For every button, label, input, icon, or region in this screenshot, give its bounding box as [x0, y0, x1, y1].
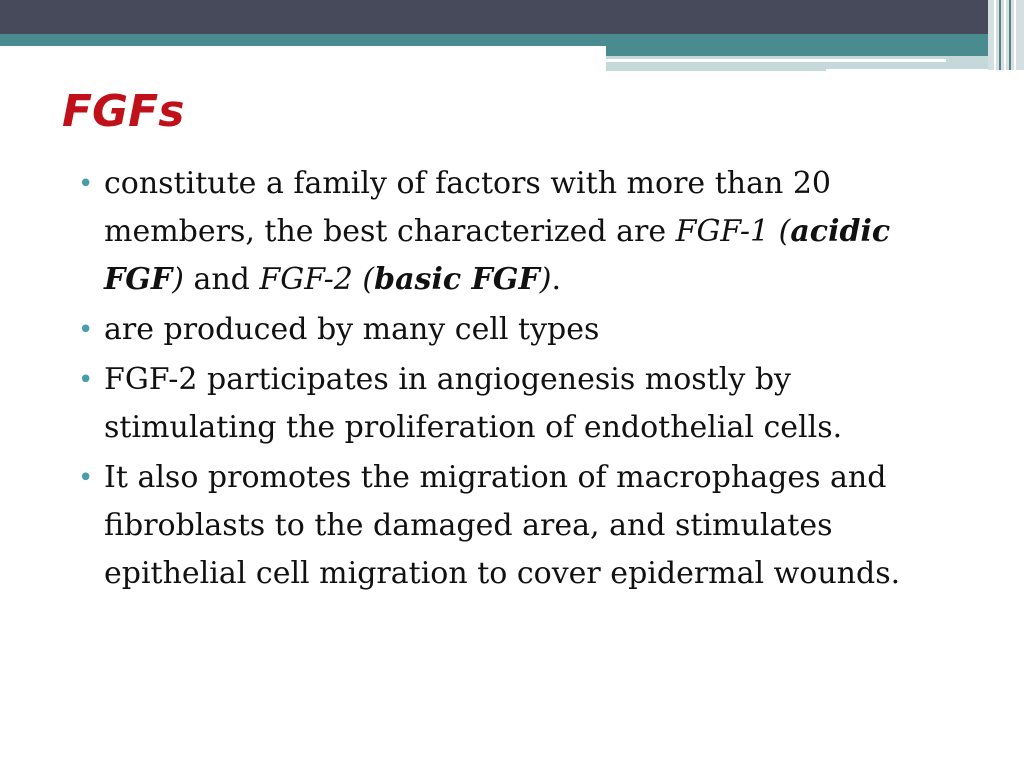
text-run-italic: FGF-1 ( [675, 214, 791, 249]
text-run: . [551, 262, 562, 297]
text-run: and [183, 262, 260, 297]
text-run-italic: ) [539, 262, 552, 297]
header-thin-line [606, 69, 826, 71]
bullet-item [78, 306, 958, 354]
text-run-italic: FGF-2 ( [259, 262, 375, 297]
corner-stripe [994, 0, 996, 70]
bullet-icon: • [78, 365, 94, 395]
corner-stripe [1004, 0, 1006, 70]
bullet-list [78, 160, 958, 600]
header-pale-stripe [606, 56, 988, 69]
slide-title: FGFs [62, 86, 185, 137]
bullet-icon: • [78, 463, 94, 493]
text-run-italic: ) [172, 262, 184, 297]
bullet-icon: • [78, 169, 94, 199]
header-white-line [606, 59, 946, 62]
bullet-text: It also promotes the migration of macrophages and fibroblasts to the damaged area, and stimulates epithelial cell migration to cover epidermal wounds. [104, 460, 901, 591]
text-run-bold-italic: basic FGF [374, 262, 540, 297]
text-run-bold-italic: acidic FGF [104, 214, 891, 297]
header-accent-band [0, 34, 1024, 46]
bullet-text: FGF-2 participates in angiogenesis mostly by stimulating the proliferation of endothelial cells. [104, 362, 843, 445]
header-band [0, 0, 1024, 34]
bullet-item [78, 160, 958, 304]
bullet-item [78, 454, 958, 598]
corner-stripe [1014, 0, 1016, 70]
corner-stripe [999, 0, 1001, 70]
bullet-text [104, 166, 890, 297]
text-run: constitute a family of factors with more than 20 members, the best characterized are [104, 166, 831, 249]
header-accent-extension [606, 46, 988, 56]
corner-stripe [1009, 0, 1011, 70]
bullet-icon: • [78, 315, 94, 345]
bullet-item [78, 356, 958, 452]
bullet-text: are produced by many cell types [104, 312, 600, 347]
